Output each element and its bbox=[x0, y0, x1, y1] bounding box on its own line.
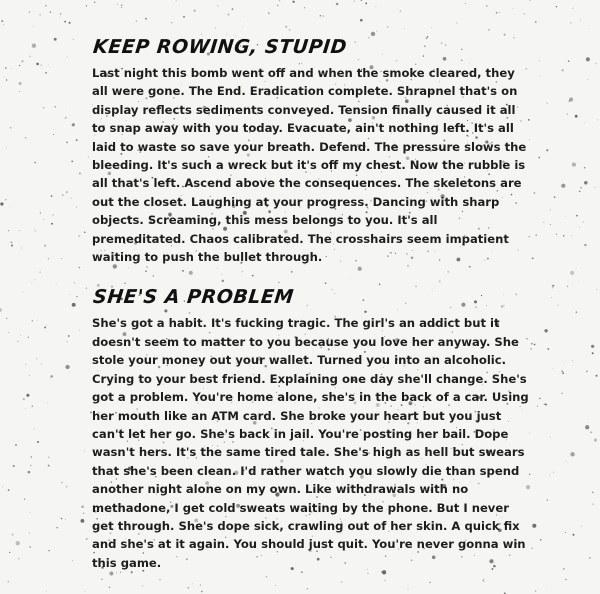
song-section-shes-a-problem bbox=[92, 286, 532, 572]
lyrics-page bbox=[92, 36, 532, 572]
song-title: SHE'S A PROBLEM bbox=[92, 286, 295, 309]
song-section-keep-rowing-stupid bbox=[92, 36, 532, 266]
song-title: KEEP ROWING, STUPID bbox=[92, 36, 349, 58]
song-lyrics: She's got a habit. It's fucking tragic. The girl's an addict but it doesn't seem to matter to you because you love her anyway. She stole your money out your wallet. Turned you into an alcoholic. Crying to your best friend. Explaining one day she'll change. She's got a problem. You're home alone, she's in the back of a car. Using her mouth like an ATM card. She broke your heart but you just can't let her go. She's back in jail. You're posting her bail. Dope wasn't hers. It's the same tired tale. She's high as hell but swears that she's been clean. I'd rather watch you slowly die than spend another night alone on my own. Like withdrawals with no methadone, I get cold sweats waiting by the phone. But I never get through. She's dope sick, crawling out of her skin. A quick fix and she's at it again. You should just quit. You're never gonna win this game. bbox=[92, 316, 529, 570]
song-lyrics: Last night this bomb went off and when the smoke cleared, they all were gone. The End. Eradication complete. Shrapnel that's on display reflects sediments conveyed. Tension finally caused it all to snap away with you today. Evacuate, ain't nothing left. It's all laid to waste so save your breath. Defend. The pressure slows the bleeding. It's such a wreck but it's off my chest. Now the rubble is all that's left. Ascend above the consequences. The skeletons are out the closet. Laughing at your progress. Dancing with sharp objects. Screaming, this mess belongs to you. It's all premeditated. Chaos calibrated. The crosshairs seem impatient waiting to push the bullet through. bbox=[92, 66, 527, 265]
